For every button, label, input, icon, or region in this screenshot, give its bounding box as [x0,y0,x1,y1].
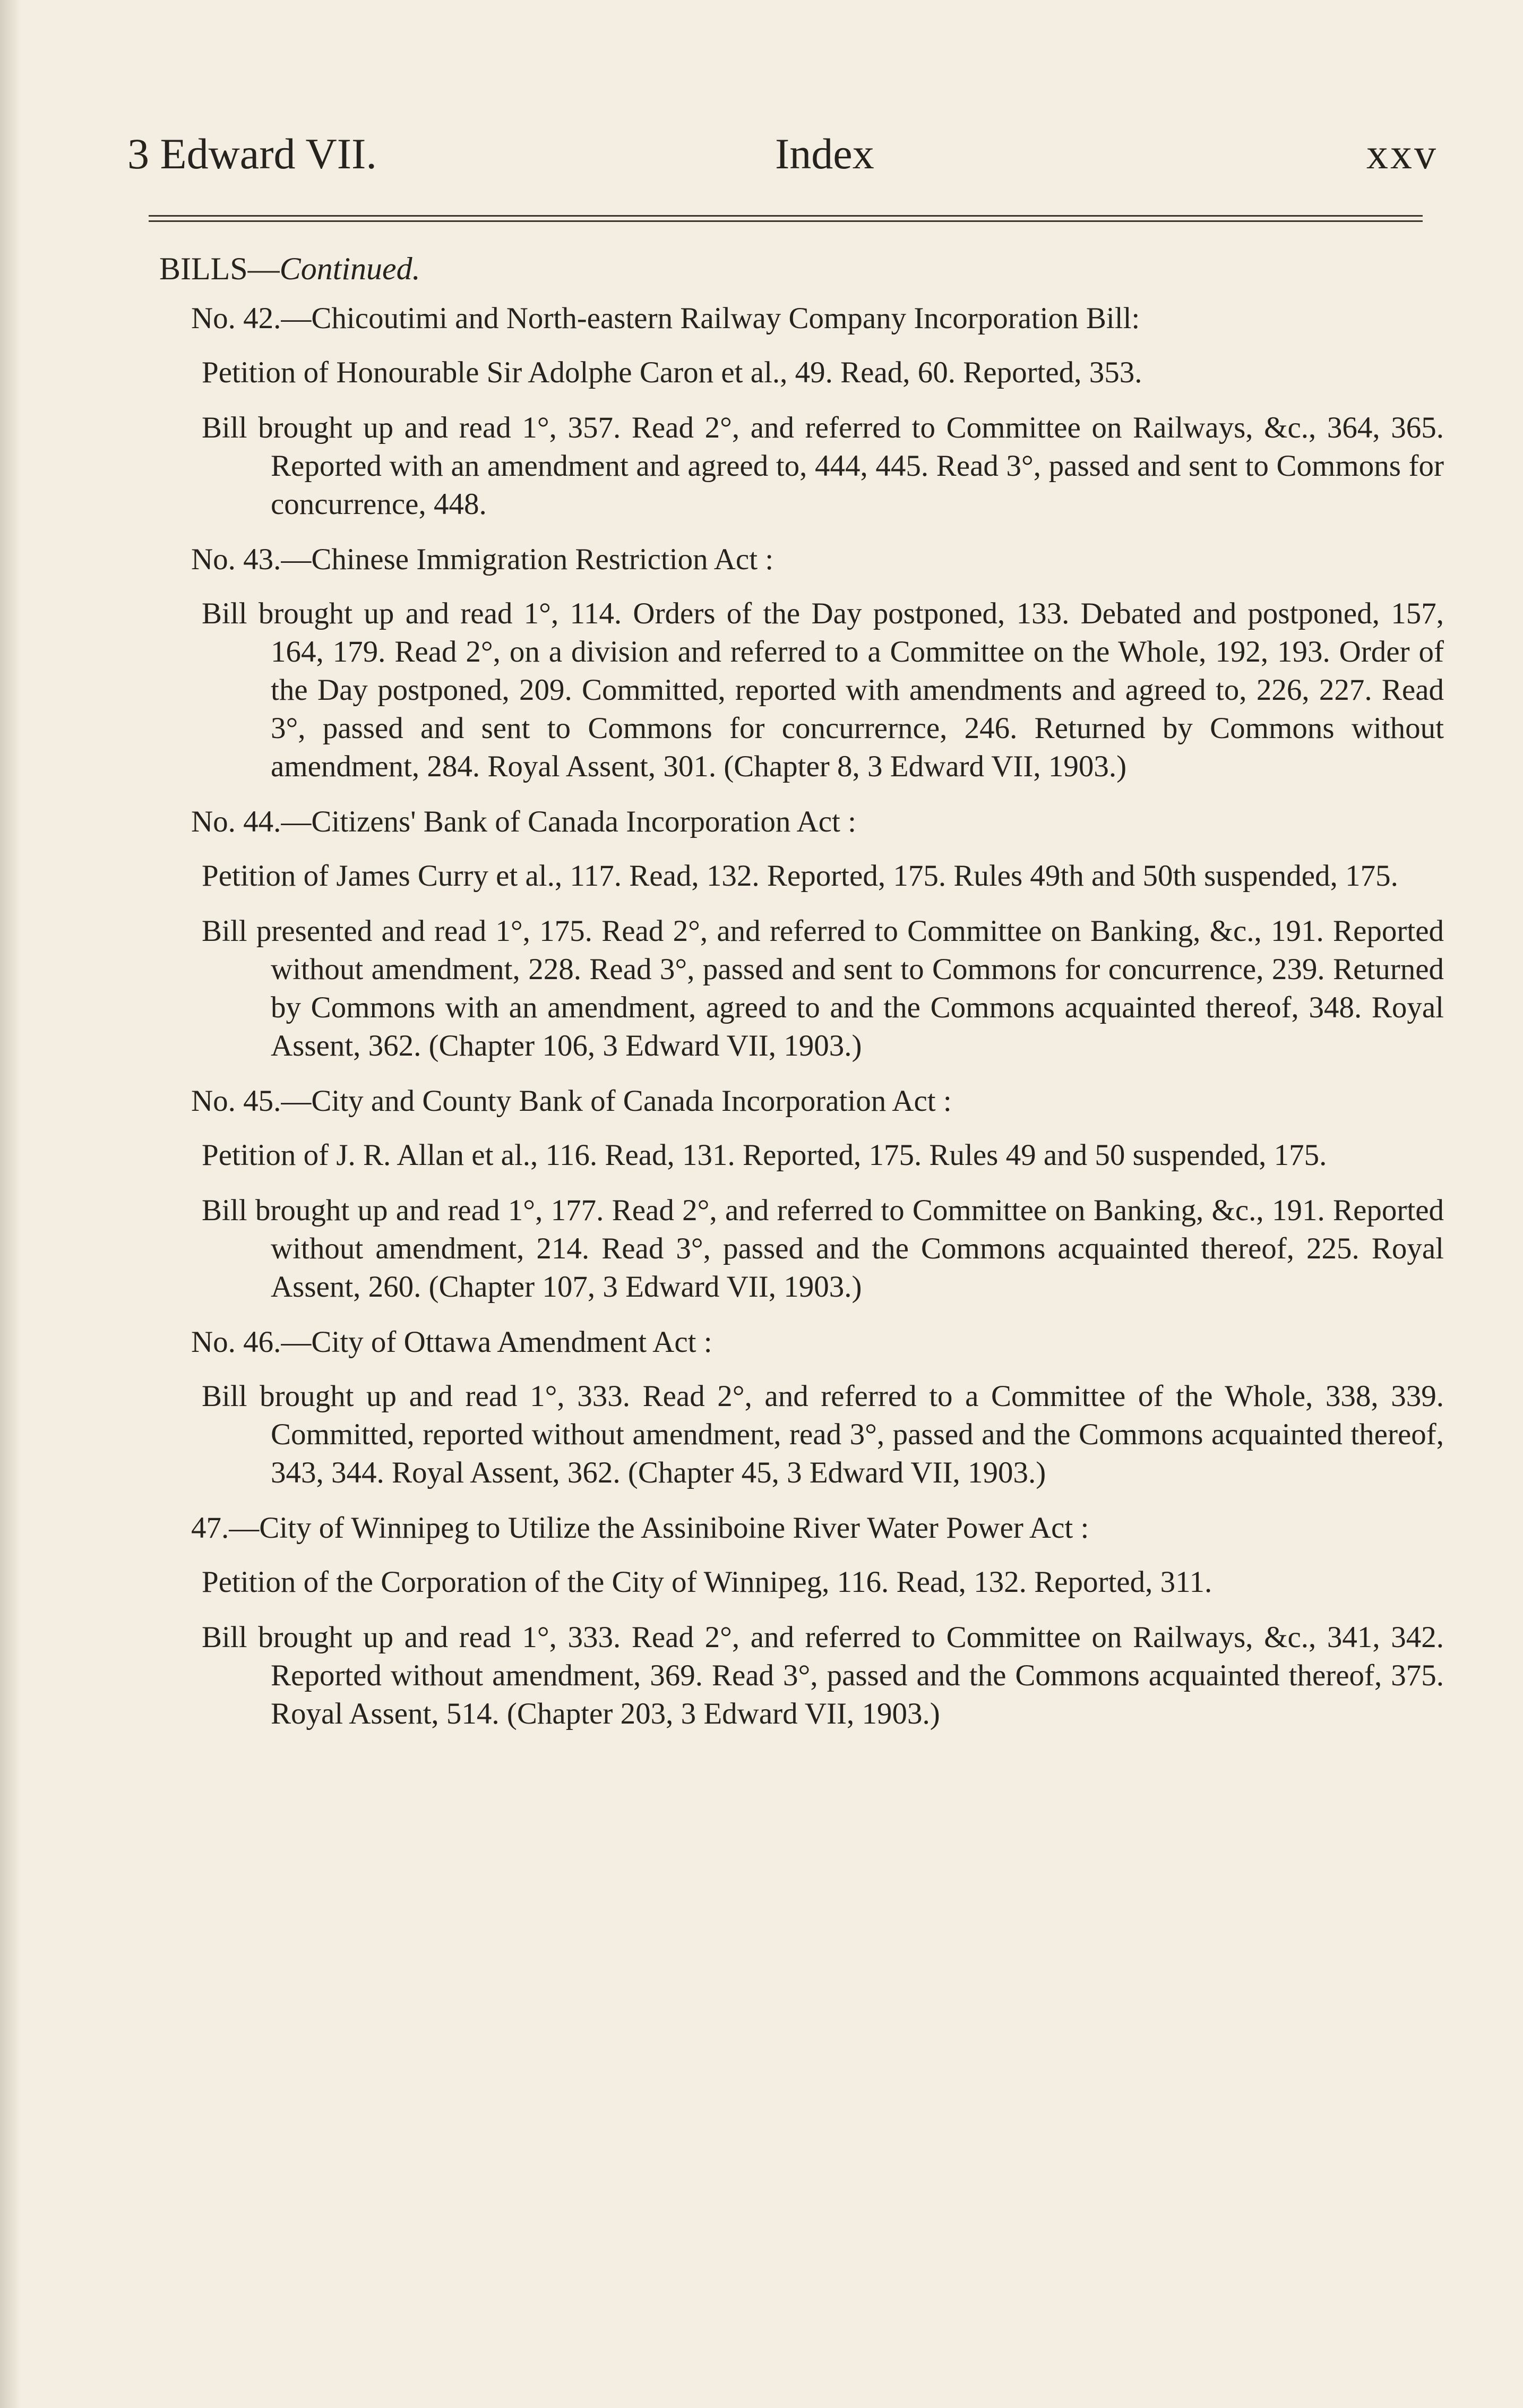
header-title: Index [775,130,874,178]
bill-title: 47.—City of Winnipeg to Utilize the Assiniboine River Water Power Act : [191,1511,1089,1545]
running-header [127,127,1438,181]
bill-entry [159,541,1444,786]
bill-entry [159,1082,1444,1306]
bill-paragraph: Bill brought up and read 1°, 357. Read 2°, and referred to Committee on Railways, &c., 364, 365. Reported with an amendment and agreed to, 444, 445. Read 3°, passed and sent to Commons for concurrence, 448. [202,411,1444,521]
bill-paragraph: Bill brought up and read 1°, 333. Read 2°, and referred to Committee on Railways, &c., 341, 342. Reported without amendment, 369. Read 3°, passed and the Commons acquainted thereof, 375. Royal Assent, 514. (Chapter 203, 3 Edward VII, 1903.) [202,1621,1444,1730]
rule-line [149,220,1423,222]
bill-entry [159,803,1444,1065]
bill-entry [159,299,1444,524]
section-heading [159,250,1444,288]
section-continued: Continued. [279,251,420,286]
section-title: BILLS— [159,251,280,286]
bill-paragraph: Bill presented and read 1°, 175. Read 2°, and referred to Committee on Banking, &c., 191. Reported without amendment, 228. Read 3°, passed and sent to Commons for concurrence, 239. Returned by Commons with an amendment, agreed to and the Commons acquainted thereof, 348. Royal Assent, 362. (Chapter 106, 3 Edward VII, 1903.) [202,914,1444,1062]
bill-paragraph: Petition of the Corporation of the City of Winnipeg, 116. Read, 132. Reported, 311. [202,1565,1212,1599]
bill-paragraph: Bill brought up and read 1°, 333. Read 2°, and referred to a Committee of the Whole, 338, 339. Committed, reported without amendment, read 3°, passed and the Commons acquainted thereof, 343, 344. Royal Assent, 362. (Chapter 45, 3 Edward VII, 1903.) [202,1379,1444,1489]
bill-title: No. 43.—Chinese Immigration Restriction Act : [191,543,774,576]
page-edge-shadow [0,0,21,2408]
bill-entry [159,1509,1444,1733]
header-reign: 3 Edward VII. [127,130,377,178]
bill-title: No. 45.—City and County Bank of Canada Incorporation Act : [191,1084,952,1118]
bill-entry [159,1323,1444,1492]
index-body [159,250,1444,1750]
bill-title: No. 42.—Chicoutimi and North-eastern Railway Company Incorporation Bill: [191,302,1140,335]
bill-title: No. 44.—Citizens' Bank of Canada Incorporation Act : [191,805,856,838]
bill-paragraph: Bill brought up and read 1°, 114. Orders of the Day postponed, 133. Debated and postponed, 157, 164, 179. Read 2°, on a division and referred to a Committee on the Whole, 192, 193. Order of the Day postponed, 209. Committed, reported with amendments and agreed to, 226, 227. Read 3°, passed and sent to Commons for concurrernce, 246. Returned by Commons without amendment, 284. Royal Assent, 301. (Chapter 8, 3 Edward VII, 1903.) [202,597,1444,783]
header-page-number: xxv [1366,130,1438,178]
rule-line [149,215,1423,217]
bill-paragraph: Bill brought up and read 1°, 177. Read 2°, and referred to Committee on Banking, &c., 191. Reported without amendment, 214. Read 3°, passed and the Commons acquainted thereof, 225. Royal Assent, 260. (Chapter 107, 3 Edward VII, 1903.) [202,1194,1444,1304]
bill-paragraph: Petition of J. R. Allan et al., 116. Read, 131. Reported, 175. Rules 49 and 50 suspended, 175. [202,1138,1327,1172]
bill-paragraph: Petition of Honourable Sir Adolphe Caron et al., 49. Read, 60. Reported, 353. [202,356,1142,389]
bill-title: No. 46.—City of Ottawa Amendment Act : [191,1325,712,1359]
bill-paragraph: Petition of James Curry et al., 117. Read, 132. Reported, 175. Rules 49th and 50th suspended, 175. [202,859,1398,893]
